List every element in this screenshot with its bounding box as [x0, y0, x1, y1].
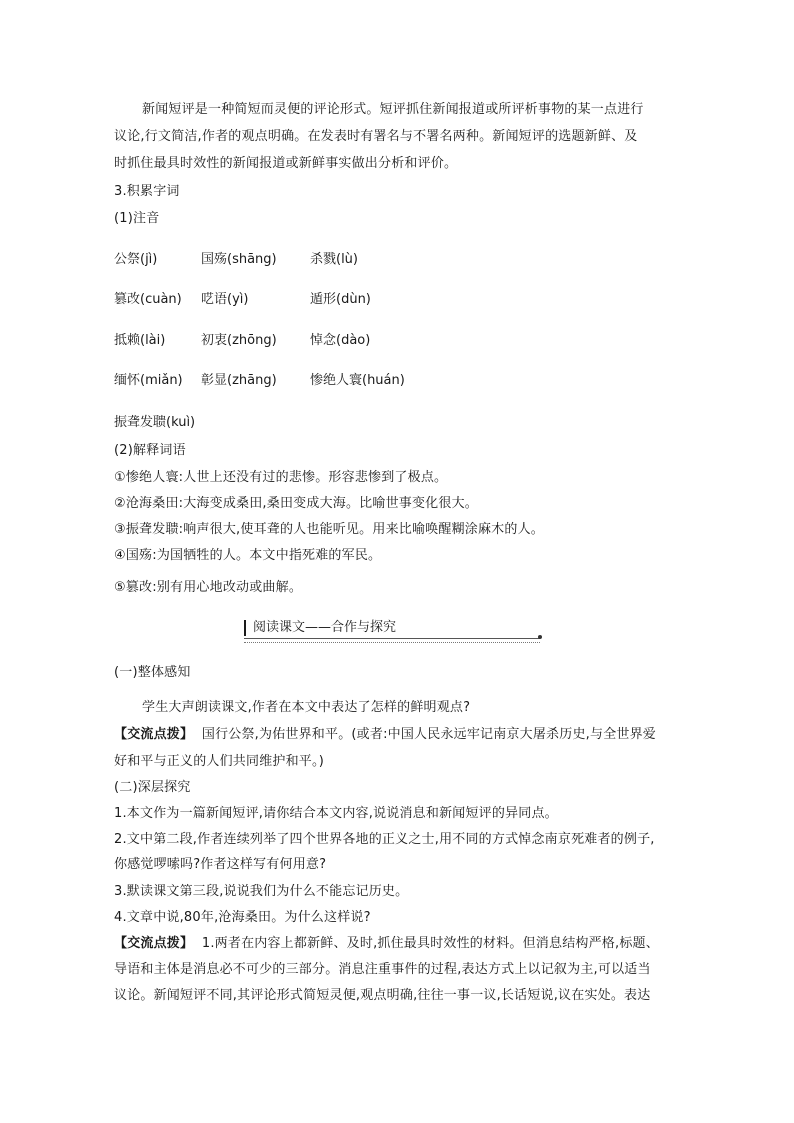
definitions-subtitle: (2)解释词语: [114, 443, 186, 458]
question-3: 3.默读课文第三段,说说我们为什么不能忘记历史。: [114, 884, 409, 899]
banner-bar: [244, 620, 246, 636]
part-2-title: (二)深层探究: [114, 780, 191, 795]
vocab-item: 振聋发聩(kuì): [114, 415, 196, 430]
pinyin-subtitle: (1)注音: [114, 211, 160, 226]
part-2-answer-line-2: 导语和主体是消息必不可少的三部分。消息注重事件的过程,表达方式上以记叙为主,可以适当: [114, 962, 651, 977]
vocab-item: 缅怀(miǎn): [114, 373, 183, 388]
banner-title: 阅读课文——合作与探究: [253, 620, 397, 635]
question-2-line-1: 2.文中第二段,作者连续列举了四个世界各地的正义之士,用不同的方式悼念南京死难者的例子,: [114, 832, 655, 847]
part-1-question: 学生大声朗读课文,作者在本文中表达了怎样的鲜明观点?: [142, 700, 471, 715]
answer-text: 国行公祭,为佑世界和平。(或者:中国人民永远牢记南京大屠杀历史,与全世界爱: [201, 727, 656, 742]
answer-text: 1.两者在内容上都新鲜、及时,抓住最具时效性的材料。但消息结构严格,标题、: [201, 936, 659, 951]
vocab-item: 惨绝人寰(huán): [310, 373, 405, 388]
intro-line-3: 时抓住最具时效性的新闻报道或新鲜事实做出分析和评价。: [114, 156, 458, 171]
vocab-item: 杀戮(lù): [310, 252, 358, 267]
vocab-item: 遁形(dùn): [310, 292, 371, 307]
answer-tag: 【交流点拨】: [114, 936, 194, 951]
intro-line-1: 新闻短评是一种简短而灵便的评论形式。短评抓住新闻报道或所评析事物的某一点进行: [142, 102, 644, 117]
definition-item: ⑤篡改:别有用心地改动或曲解。: [114, 580, 303, 595]
section-3-title: 3.积累字词: [114, 184, 180, 199]
banner-dot: [538, 635, 542, 639]
part-2-answer-line-1: [114, 931, 684, 957]
vocab-item: 国殇(shāng): [201, 252, 277, 267]
section-banner: [244, 618, 542, 640]
vocab-item: 抵赖(lài): [114, 333, 166, 348]
part-1-title: (一)整体感知: [114, 665, 191, 680]
question-2-line-2: 你感觉啰嗦吗?作者这样写有何用意?: [114, 857, 327, 872]
vocab-item: 彰显(zhāng): [201, 373, 277, 388]
definition-item: ③振聋发聩:响声很大,使耳聋的人也能听见。用来比喻唤醒糊涂麻木的人。: [114, 522, 544, 537]
vocab-item: 悼念(dào): [310, 333, 371, 348]
vocab-item: 篡改(cuàn): [114, 292, 182, 307]
definition-item: ②沧海桑田:大海变成桑田,桑田变成大海。比喻世事变化很大。: [114, 496, 478, 511]
question-1: 1.本文作为一篇新闻短评,请你结合本文内容,说说消息和新闻短评的异同点。: [114, 806, 558, 821]
question-4: 4.文章中说,80年,沧海桑田。为什么这样说?: [114, 910, 371, 925]
part-1-answer-line-1: [114, 722, 684, 748]
answer-tag: 【交流点拨】: [114, 727, 194, 742]
intro-line-2: 议论,行文简洁,作者的观点明确。在发表时有署名与不署名两种。新闻短评的选题新鲜、及: [114, 129, 638, 144]
definition-item: ①惨绝人寰:人世上还没有过的悲惨。形容悲惨到了极点。: [114, 470, 448, 485]
vocab-item: 公祭(jì): [114, 252, 158, 267]
part-1-answer-line-2: 好和平与正义的人们共同维护和平。): [114, 754, 324, 769]
vocab-item: 呓语(yì): [201, 292, 249, 307]
banner-rule: [244, 638, 540, 643]
vocab-item: 初衷(zhōng): [201, 333, 277, 348]
part-2-answer-line-3: 议论。新闻短评不同,其评论形式简短灵便,观点明确,往往一事一议,长话短说,议在实处。表达: [114, 988, 651, 1003]
definition-item: ④国殇:为国牺牲的人。本文中指死难的军民。: [114, 548, 382, 563]
